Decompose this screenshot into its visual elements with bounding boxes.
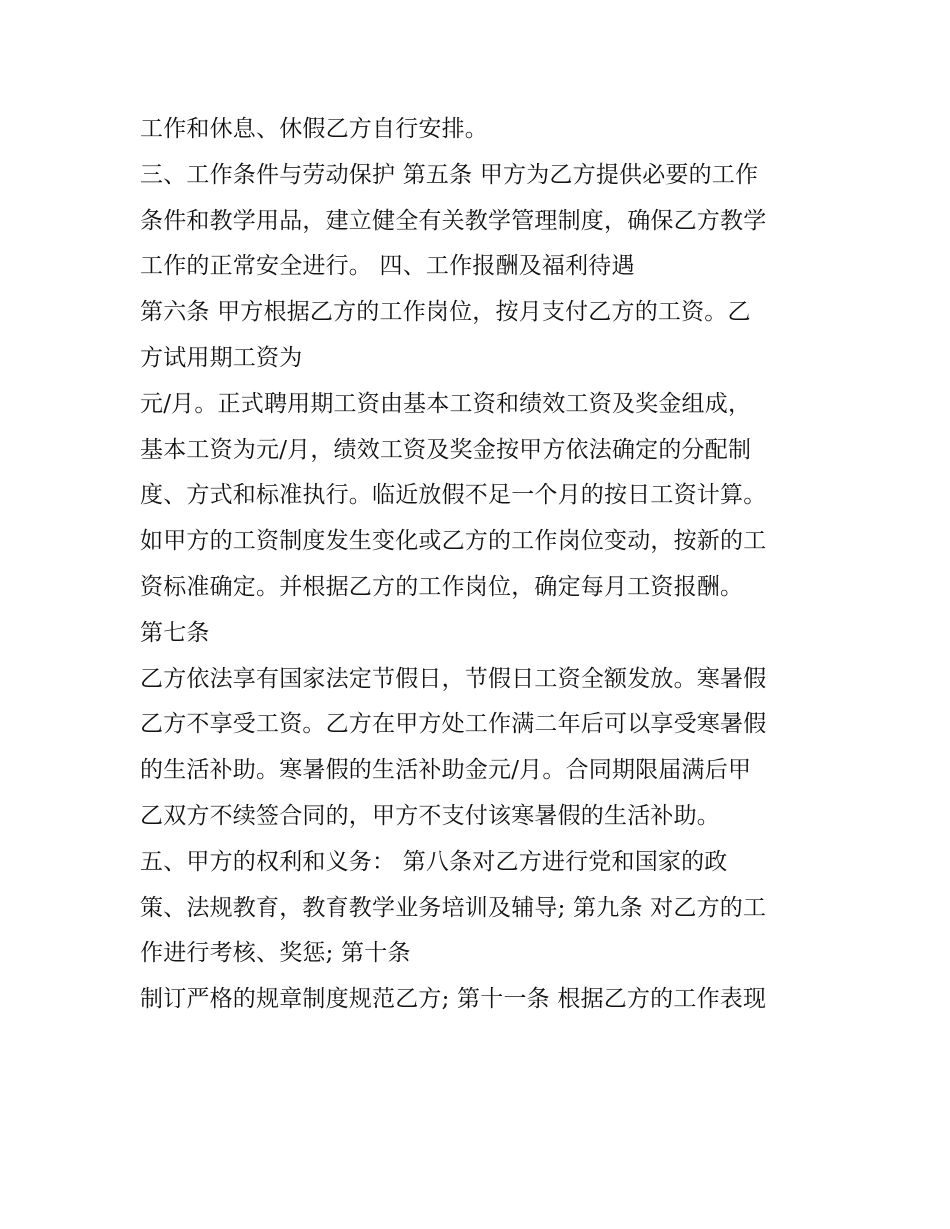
text-line: 的生活补助。寒暑假的生活补助金元/月。合同期限届满后甲 (140, 757, 752, 784)
text-line: 第七条 (140, 619, 210, 646)
text-line: 条件和教学用品，建立健全有关教学管理制度，确保乙方教学 (140, 207, 767, 234)
text-line: 三、工作条件与劳动保护 第五条 甲方为乙方提供必要的工作 (140, 161, 759, 188)
text-line: 元/月。正式聘用期工资由基本工资和绩效工资及奖金组成， (140, 390, 752, 417)
contract-text (140, 107, 840, 1023)
text-line: 如甲方的工资制度发生变化或乙方的工作岗位变动，按新的工 (140, 528, 767, 555)
text-line: 乙方依法享有国家法定节假日，节假日工资全额发放。寒暑假 (140, 665, 767, 692)
text-line: 工作和休息、休假乙方自行安排。 (140, 116, 488, 142)
text-line: 基本工资为元/月，绩效工资及奖金按甲方依法确定的分配制 (140, 436, 752, 463)
text-line: 资标准确定。并根据乙方的工作岗位，确定每月工资报酬。 (140, 573, 744, 600)
text-line: 策、法规教育，教育教学业务培训及辅导; 第九条 对乙方的工 (140, 894, 767, 921)
text-line: 五、甲方的权利和义务： 第八条对乙方进行党和国家的政 (140, 848, 728, 875)
text-line: 乙方不享受工资。乙方在甲方处工作满二年后可以享受寒暑假 (140, 711, 767, 738)
text-line: 方试用期工资为 (140, 344, 303, 371)
text-line: 度、方式和标准执行。临近放假不足一个月的按日工资计算。 (140, 482, 767, 509)
text-line: 乙双方不续签合同的，甲方不支付该寒暑假的生活补助。 (140, 802, 720, 829)
text-line: 制订严格的规章制度规范乙方; 第十一条 根据乙方的工作表现 (140, 986, 767, 1013)
text-line: 工作的正常安全进行。 四、工作报酬及福利待遇 (140, 253, 635, 280)
text-line: 作进行考核、奖惩; 第十条 (140, 940, 411, 967)
text-line: 第六条 甲方根据乙方的工作岗位，按月支付乙方的工资。乙 (140, 299, 751, 326)
